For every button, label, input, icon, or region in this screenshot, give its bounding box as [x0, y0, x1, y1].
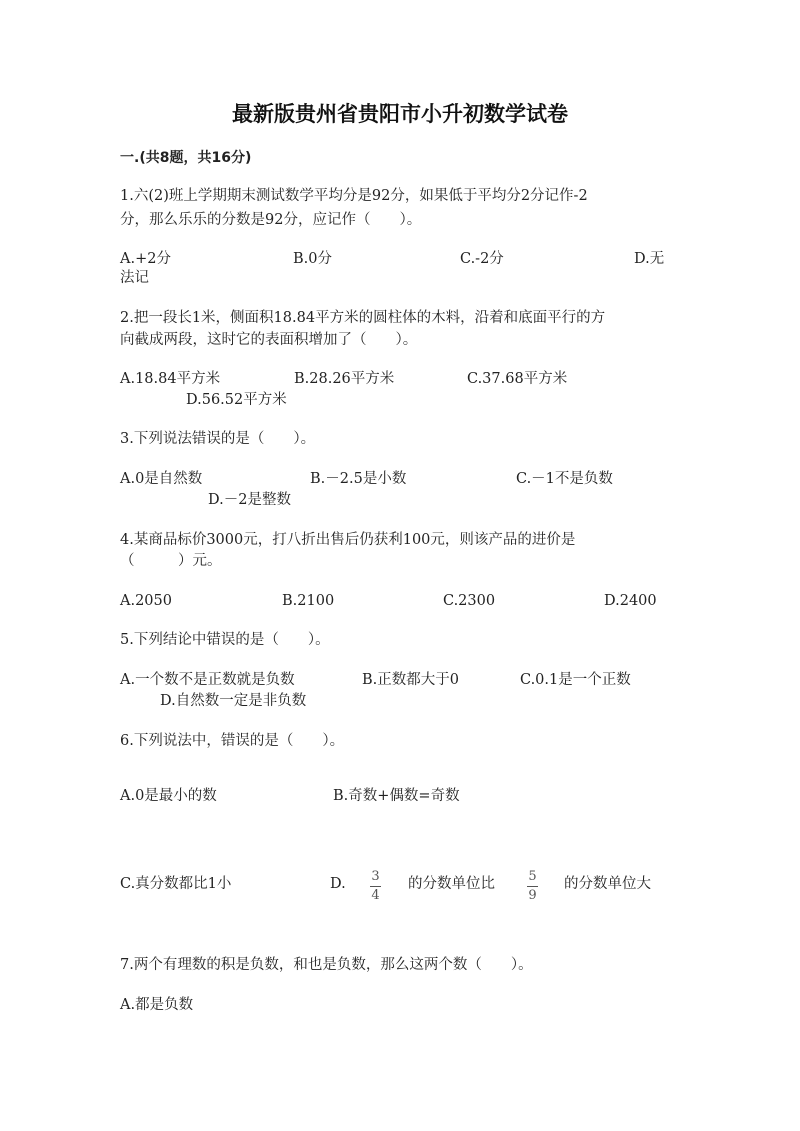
question-6-line-1: 6.下列说法中，错误的是（ ）。 [120, 733, 345, 749]
q5-option-a: A.一个数不是正数就是负数 [120, 672, 295, 688]
q4-option-a: A.2050 [120, 593, 172, 609]
q6-option-d-mid: 的分数单位比 [408, 876, 495, 892]
q1-option-b: B.0分 [293, 251, 332, 267]
page-title: 最新版贵州省贵阳市小升初数学试卷 [232, 102, 568, 126]
question-5-line-1: 5.下列结论中错误的是（ ）。 [120, 632, 330, 648]
q3-option-c: C.－1不是负数 [516, 471, 613, 487]
q2-option-b: B.28.26平方米 [294, 371, 395, 387]
question-3-line-1: 3.下列说法错误的是（ ）。 [120, 431, 316, 447]
q4-option-c: C.2300 [443, 593, 496, 609]
q2-option-a: A.18.84平方米 [120, 371, 221, 387]
q3-option-a: A.0是自然数 [120, 471, 203, 487]
question-2-line-1: 2.把一段长1米，侧面积18.84平方米的圆柱体的木料，沿着和底面平行的方 [120, 310, 606, 326]
question-1-line-2: 分，那么乐乐的分数是92分，应记作（ ）。 [120, 212, 422, 228]
question-4-line-2: （ ）元。 [120, 553, 222, 569]
q5-option-d: D.自然数一定是非负数 [160, 693, 307, 709]
q4-option-b: B.2100 [282, 593, 335, 609]
fraction-denominator: 9 [528, 888, 537, 903]
fraction-denominator: 4 [371, 888, 380, 903]
fraction-numerator: 5 [528, 869, 537, 884]
fraction-numerator: 3 [371, 869, 380, 884]
fraction-3-4 [370, 870, 381, 903]
question-7-line-1: 7.两个有理数的积是负数，和也是负数，那么这两个数（ ）。 [120, 957, 533, 973]
q3-option-b: B.－2.5是小数 [310, 471, 407, 487]
q1-option-a: A.+2分 [120, 251, 171, 267]
q1-option-c: C.-2分 [460, 251, 504, 267]
question-1-line-1: 1.六(2)班上学期期末测试数学平均分是92分，如果低于平均分2分记作-2 [120, 188, 588, 204]
fraction-bar [370, 886, 381, 887]
q5-option-c: C.0.1是一个正数 [520, 672, 631, 688]
fraction-5-9 [527, 870, 538, 903]
q6-option-a: A.0是最小的数 [120, 788, 217, 804]
fraction-bar [527, 886, 538, 887]
q6-option-c: C.真分数都比1小 [120, 876, 232, 892]
q6-option-d-end: 的分数单位大 [564, 876, 651, 892]
q3-option-d: D.－2是整数 [208, 492, 291, 508]
q1-option-d: D.无 [634, 251, 665, 267]
question-4-line-1: 4.某商品标价3000元，打八折出售后仍获利100元，则该产品的进价是 [120, 532, 576, 548]
q2-option-d: D.56.52平方米 [186, 392, 287, 408]
q6-option-b: B.奇数+偶数=奇数 [333, 788, 460, 804]
q7-option-a: A.都是负数 [120, 997, 194, 1013]
q2-option-c: C.37.68平方米 [467, 371, 568, 387]
q4-option-d: D.2400 [604, 593, 657, 609]
q1-option-d-wrap: 法记 [120, 270, 149, 286]
q6-option-d: D. [330, 876, 346, 892]
section-header: 一.(共8题，共16分) [120, 150, 252, 166]
q5-option-b: B.正数都大于0 [362, 672, 459, 688]
question-2-line-2: 向截成两段，这时它的表面积增加了（ ）。 [120, 332, 418, 348]
